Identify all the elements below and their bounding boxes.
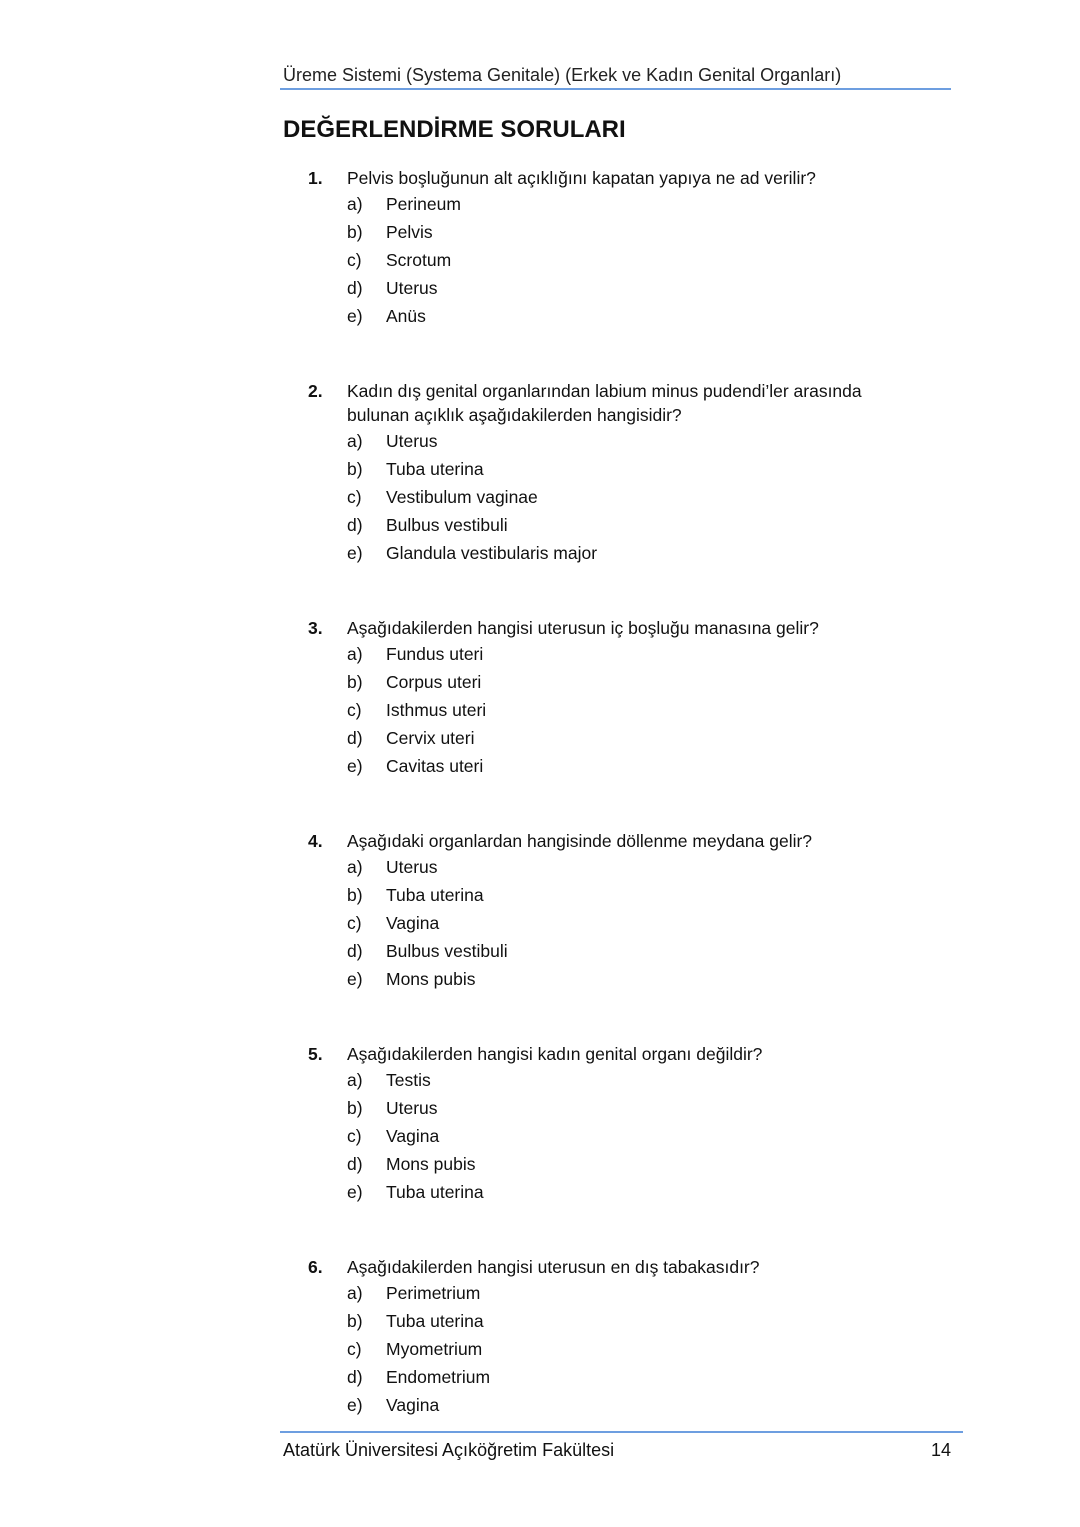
option-text: Vagina [386,913,440,933]
answer-option [347,511,928,539]
option-list [347,853,928,993]
question-stem [308,829,928,853]
option-letter: c) [347,487,362,507]
answer-option [347,1279,928,1307]
section-title: DEĞERLENDİRME SORULARI [283,116,626,143]
option-text: Glandula vestibularis major [386,543,598,563]
option-text: Tuba uterina [386,1182,484,1202]
question-number: 2. [308,381,323,401]
answer-option [347,1150,928,1178]
option-letter: e) [347,969,363,989]
answer-option [347,752,928,780]
option-letter: d) [347,1154,363,1174]
option-text: Tuba uterina [386,459,484,479]
answer-option [347,455,928,483]
question [308,829,928,993]
option-letter: a) [347,431,363,451]
answer-option [347,937,928,965]
option-letter: c) [347,700,362,720]
answer-option [347,1178,928,1206]
answer-option [347,1066,928,1094]
option-text: Corpus uteri [386,672,482,692]
answer-option [347,1094,928,1122]
option-letter: c) [347,1339,362,1359]
option-letter: b) [347,885,363,905]
option-letter: b) [347,1098,363,1118]
option-letter: d) [347,941,363,961]
answer-option [347,668,928,696]
option-text: Uterus [386,431,438,451]
option-text: Anüs [386,306,426,326]
question-stem [308,1042,928,1066]
answer-option [347,724,928,752]
option-text: Mons pubis [386,1154,476,1174]
option-letter: a) [347,194,363,214]
option-letter: e) [347,543,363,563]
running-header: Üreme Sistemi (Systema Genitale) (Erkek ve Kadın Genital Organları) [283,65,842,85]
option-letter: c) [347,1126,362,1146]
option-letter: d) [347,728,363,748]
question [308,1255,928,1419]
answer-option [347,1335,928,1363]
option-letter: b) [347,672,363,692]
question-number: 1. [308,168,323,188]
question-text: Pelvis boşluğunun alt açıklığını kapatan yapıya ne ad verilir? [347,168,816,188]
option-letter: e) [347,756,363,776]
option-text: Scrotum [386,250,452,270]
footer-divider [280,1431,963,1433]
answer-option [347,1122,928,1150]
option-text: Perimetrium [386,1283,481,1303]
question [308,379,928,567]
option-letter: c) [347,250,362,270]
option-letter: e) [347,306,363,326]
question-stem [308,616,928,640]
question-number: 3. [308,618,323,638]
option-text: Cavitas uteri [386,756,484,776]
option-text: Mons pubis [386,969,476,989]
option-text: Uterus [386,278,438,298]
question-number: 5. [308,1044,323,1064]
answer-option [347,1391,928,1419]
option-text: Endometrium [386,1367,491,1387]
option-letter: c) [347,913,362,933]
option-letter: b) [347,222,363,242]
answer-option [347,1363,928,1391]
option-text: Uterus [386,857,438,877]
question-text: Aşağıdakilerden hangisi uterusun en dış tabakasıdır? [347,1257,760,1277]
option-text: Vagina [386,1126,440,1146]
question-stem [308,379,928,427]
option-list [347,640,928,780]
option-text: Fundus uteri [386,644,484,664]
question-stem [308,1255,928,1279]
answer-option [347,190,928,218]
option-text: Tuba uterina [386,1311,484,1331]
option-text: Myometrium [386,1339,483,1359]
answer-option [347,696,928,724]
option-text: Bulbus vestibuli [386,515,508,535]
question-list [308,166,928,1468]
option-letter: d) [347,1367,363,1387]
option-letter: a) [347,644,363,664]
answer-option [347,427,928,455]
option-letter: a) [347,1283,363,1303]
option-letter: e) [347,1182,363,1202]
question-text: Kadın dış genital organlarından labium minus pudendi’ler arasında bulunan açıklık aşağıdakilerden hangisidir? [347,381,862,425]
option-text: Uterus [386,1098,438,1118]
option-text: Perineum [386,194,461,214]
option-text: Vagina [386,1395,440,1415]
answer-option [347,539,928,567]
option-letter: d) [347,515,363,535]
answer-option [347,1307,928,1335]
answer-option [347,881,928,909]
option-letter: e) [347,1395,363,1415]
option-letter: b) [347,1311,363,1331]
answer-option [347,246,928,274]
option-text: Pelvis [386,222,433,242]
answer-option [347,302,928,330]
option-text: Isthmus uteri [386,700,487,720]
option-letter: d) [347,278,363,298]
header-divider [280,88,951,90]
option-list [347,190,928,330]
page-number: 14 [931,1440,952,1460]
question-text: Aşağıdakilerden hangisi kadın genital organı değildir? [347,1044,763,1064]
option-list [347,427,928,567]
question-number: 6. [308,1257,323,1277]
option-list [347,1066,928,1206]
option-text: Vestibulum vaginae [386,487,538,507]
answer-option [347,274,928,302]
option-text: Testis [386,1070,431,1090]
question [308,616,928,780]
question [308,1042,928,1206]
answer-option [347,218,928,246]
question-text: Aşağıdakilerden hangisi uterusun iç boşluğu manasına gelir? [347,618,819,638]
answer-option [347,853,928,881]
footer-institution: Atatürk Üniversitesi Açıköğretim Fakültesi [283,1440,615,1460]
question-text: Aşağıdaki organlardan hangisinde döllenme meydana gelir? [347,831,813,851]
answer-option [347,640,928,668]
answer-option [347,965,928,993]
option-text: Cervix uteri [386,728,475,748]
option-text: Bulbus vestibuli [386,941,508,961]
option-letter: a) [347,857,363,877]
option-list [347,1279,928,1419]
answer-option [347,909,928,937]
option-letter: a) [347,1070,363,1090]
question-number: 4. [308,831,323,851]
option-text: Tuba uterina [386,885,484,905]
question-stem [308,166,928,190]
question [308,166,928,330]
option-letter: b) [347,459,363,479]
answer-option [347,483,928,511]
